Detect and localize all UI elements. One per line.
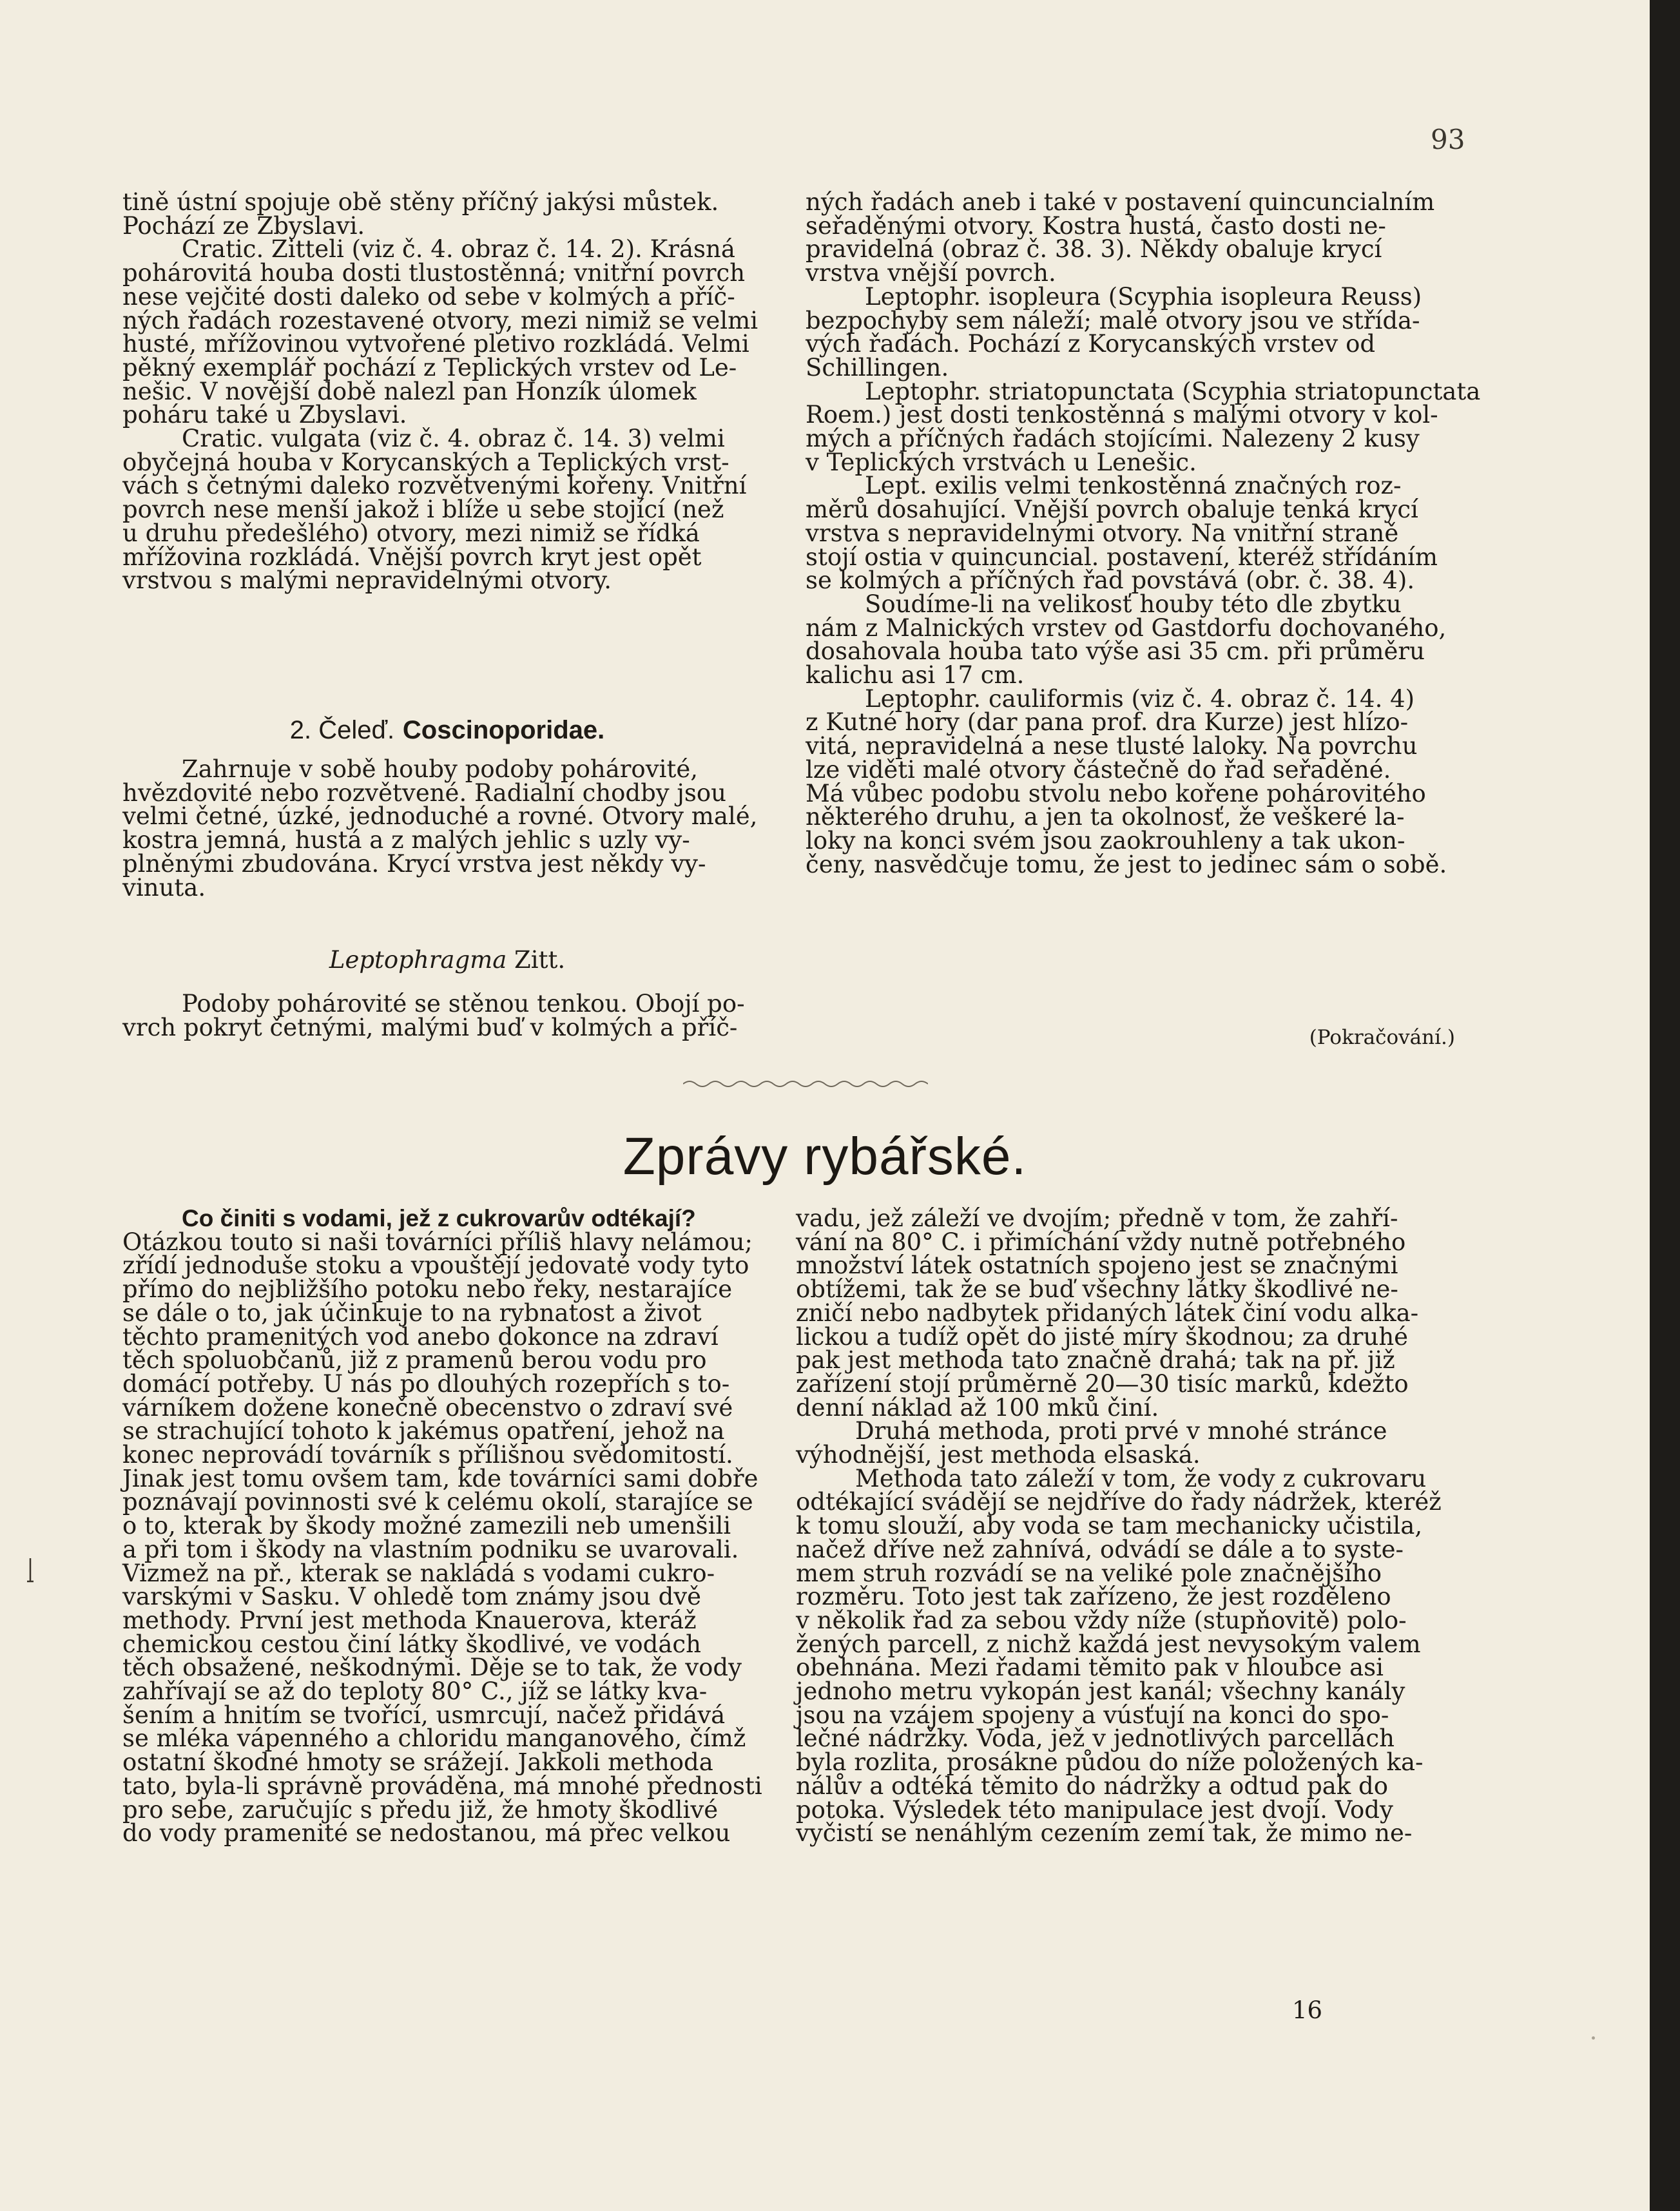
text-line: kalichu asi 17 cm. — [806, 661, 1025, 690]
text-line: Lept. exilis velmi tenkostěnná značných roz- — [865, 472, 1402, 500]
text-line: se mléka vápenného a chloridu manganového, čímž — [122, 1724, 746, 1753]
text-line: pravidelná (obraz č. 38. 3). Někdy obaluje krycí — [806, 235, 1382, 264]
text-line: Schillingen. — [806, 353, 949, 381]
text-line: chemickou cestou činí látky škodlivé, ve vodách — [122, 1630, 701, 1658]
text-line: bezpochyby sem náleží; malé otvory jsou ve střída- — [806, 306, 1420, 334]
text-line: Leptophr. cauliformis (viz č. 4. obraz č. 14. 4) — [865, 684, 1415, 713]
genus-author: Zitt. — [514, 946, 566, 974]
text-line: vání na 80° C. i přimíchání vždy nutně potřebného — [796, 1228, 1406, 1256]
text-line: Pochází ze Zbyslavi. — [122, 211, 365, 240]
text-line: z Kutné hory (dar pana prof. dra Kurze) jest hlízo- — [806, 708, 1409, 737]
text-line: odtékající svádějí se nejdříve do řady nádržek, kteréž — [796, 1488, 1442, 1516]
text-line: mem struh rozvádí se na veliké pole značnějšího — [796, 1559, 1382, 1587]
text-line: zřídí jednoduše stoku a vpouštějí jedovaté vody tyto — [122, 1251, 749, 1280]
text-line: Soudíme-li na velikosť houby této dle zbytku — [865, 590, 1402, 618]
text-line: do vody pramenité se nedostanou, má přec velkou — [122, 1819, 731, 1848]
text-line: husté, mřížovinou vytvořené pletivo rozkládá. Velmi — [122, 330, 749, 358]
text-line: vyčistí se nenáhlým cezením zemí tak, že mimo ne- — [796, 1819, 1413, 1848]
text-line: mých a příčných řadách stojícími. Nalezeny 2 kusy — [806, 425, 1420, 453]
text-line: loky na konci svém jsou zaokrouhleny a tak ukon- — [806, 826, 1405, 854]
text-line: lečné nádržky. Voda, jež v jednotlivých parcellách — [796, 1724, 1395, 1753]
genus-name: Leptophragma — [329, 946, 507, 974]
text-line: se dále o to, jak účinkuje to na rybnatost a život — [122, 1299, 702, 1327]
text-line: Cratic. vulgata (viz č. 4. obraz č. 14. 3) velmi — [182, 425, 725, 453]
text-line: obyčejná houba v Korycanských a Teplických vrst- — [122, 448, 729, 476]
text-line: Má vůbec podobu stvolu nebo kořene pohárovitého — [806, 779, 1426, 807]
text-line: těch spoluobčanů, již z pramenů berou vodu pro — [122, 1346, 707, 1375]
text-line: Leptophr. striatopunctata (Scyphia striatopunctata — [865, 377, 1481, 405]
text-line: varskými v Sasku. V ohledě tom známy jsou dvě — [122, 1583, 702, 1611]
signature-mark: 16 — [1292, 1996, 1323, 2024]
text-line: Roem.) jest dosti tenkostěnná s malými otvory v kol- — [806, 401, 1438, 429]
text-line: pohárovitá houba dosti tlustostěnná; vnitřní povrch — [122, 259, 746, 287]
text-line: poznávají povinnosti své k celému okolí, starajíce se — [122, 1488, 753, 1516]
ornamental-divider — [683, 1077, 928, 1090]
text-line: zahřívají se až do teploty 80° C., jíž se látky kva- — [122, 1677, 708, 1706]
continued-note: (Pokračování.) — [1309, 1026, 1455, 1049]
text-line: Druhá methoda, proti prvé v mnohé stránce — [855, 1417, 1387, 1445]
text-line: ostatní škodné hmoty se srážejí. Jakkoli methoda — [122, 1748, 713, 1777]
paper-speck — [1592, 2036, 1595, 2040]
page-number: 93 — [1431, 124, 1465, 155]
text-line: o to, kterak by škody možné zamezili neb umenšili — [122, 1512, 731, 1540]
text-line: seřaděnými otvory. Kostra hustá, často dosti ne- — [806, 211, 1386, 240]
text-line: domácí potřeby. U nás po dlouhých rozepřích s to- — [122, 1369, 730, 1398]
text-line: některého druhu, a jen ta okolnosť, že veškeré la- — [806, 803, 1405, 831]
text-line: výhodnější, jest methoda elsaská. — [796, 1441, 1201, 1469]
margin-pencil-mark — [26, 1558, 35, 1584]
text-line: rozměru. Toto jest tak zařízeno, že jest rozděleno — [796, 1583, 1391, 1611]
text-line: se kolmých a příčných řad povstává (obr. č. 38. 4). — [806, 566, 1415, 595]
text-line: vadu, jež záleží ve dvojím; předně v tom, že zahří- — [796, 1204, 1398, 1232]
top-right-column — [806, 188, 1481, 878]
text-line: Podoby pohárovité se stěnou tenkou. Obojí po- — [182, 990, 745, 1018]
text-line: Jinak jest tomu ovšem tam, kde továrníci sami dobře — [122, 1464, 758, 1492]
text-line: jsou na vzájem spojeny a vúsťují na konci do spo- — [796, 1701, 1389, 1729]
text-line: Vizmež na př., kterak se nakládá s vodami cukro- — [122, 1559, 715, 1587]
text-line: velmi četné, úzké, jednoduché a rovné. Otvory malé, — [122, 802, 758, 831]
text-line: a při tom i škody na vlastním podniku se uvarovali. — [122, 1535, 739, 1563]
text-line: ných řadách aneb i také v postavení quincuncialním — [806, 188, 1435, 216]
text-line: vrch pokryt četnými, malými buď v kolmých a příč- — [122, 1013, 738, 1041]
text-line: v Teplických vrstvách u Lenešic. — [806, 448, 1197, 476]
family-heading — [122, 715, 772, 745]
text-line: množství látek ostatních spojeno jest se značnými — [796, 1251, 1398, 1280]
genus-heading — [122, 946, 772, 974]
text-line: u druhu předešlého) otvory, mezi nimiž se řídká — [122, 519, 700, 547]
top-left-column — [122, 188, 772, 595]
text-line: lze viděti malé otvory částečně do řad seřaděné. — [806, 755, 1391, 784]
text-line: se strachující tohoto k jakémus opatření, jehož na — [122, 1417, 725, 1445]
text-line: obtížemi, tak že se buď všechny látky škodlivé ne- — [796, 1275, 1398, 1304]
text-line: tině ústní spojuje obě stěny příčný jakýsi můstek. — [122, 188, 719, 216]
text-line: pro sebe, zaručujíc s předu již, že hmoty škodlivé — [122, 1795, 719, 1824]
text-line: methody. První jest methoda Knauerova, kteráž — [122, 1606, 697, 1634]
text-line: konec neprovádí továrník s přílišnou svědomitostí. — [122, 1441, 733, 1469]
text-line: nešic. V novější době nalezl pan Honzík úlomek — [122, 377, 697, 405]
text-line: pěkný exemplář pochází z Teplických vrstev od Le- — [122, 353, 737, 381]
text-line: dosahovala houba tato výše asi 35 cm. při průměru — [806, 637, 1425, 666]
text-line: vitá, nepravidelná a nese tlusté laloky. Na povrchu — [806, 732, 1418, 760]
text-line: přímo do nejbližšího potoku nebo řeky, nestarajíce — [122, 1275, 733, 1304]
text-line: tato, byla-li správně prováděna, má mnohé přednosti — [122, 1772, 762, 1800]
text-line: mřížovina rozkládá. Vnější povrch kryt jest opět — [122, 543, 702, 571]
text-line: stojí ostia v quincuncial. postavení, kteréž střídáním — [806, 543, 1438, 571]
text-line: Otázkou touto si naši továrníci příliš hlavy nelámou; — [122, 1228, 753, 1256]
text-line: šením a hnitím se tvořící, usmrcují, načež přidává — [122, 1701, 726, 1729]
genus-description — [122, 992, 772, 1039]
section-title: Zprávy rybářské. — [623, 1127, 1027, 1186]
text-line: nám z Malnických vrstev od Gastdorfu dochovaného, — [806, 613, 1447, 642]
family-heading-prefix: 2. Čeleď. — [289, 716, 395, 744]
text-line: pak jest methoda tato značně drahá; tak na př. již — [796, 1346, 1395, 1375]
text-line: poháru také u Zbyslavi. — [122, 401, 407, 429]
text-line: jednoho metru vykopán jest kanál; všechny kanály — [796, 1677, 1405, 1706]
text-line: povrch nese menší jakož i blíže u sebe stojící (než — [122, 496, 724, 524]
text-line: várníkem dožene konečně obecenstvo o zdraví své — [122, 1393, 733, 1422]
text-line: denní náklad až 100 mků činí. — [796, 1393, 1159, 1422]
text-line: vrstvou s malými nepravidelnými otvory. — [122, 566, 612, 595]
family-description — [122, 755, 772, 902]
text-line: měrů dosahující. Vnější povrch obaluje tenká krycí — [806, 496, 1418, 524]
bottom-right-column — [796, 1204, 1454, 1848]
text-line: vých řadách. Pochází z Korycanských vrstev od — [806, 330, 1376, 358]
text-line: byla rozlita, prosákne půdou do níže položených ka- — [796, 1748, 1424, 1777]
text-line: načež dříve než zahnívá, odvádí se dále a to syste- — [796, 1535, 1404, 1563]
text-line: kostra jemná, hustá a z malých jehlic s uzly vy- — [122, 826, 690, 854]
text-line: Cratic. Zitteli (viz č. 4. obraz č. 14. 2). Krásná — [182, 235, 735, 264]
text-line: ných řadách rozestavené otvory, mezi nimiž se velmi — [122, 306, 758, 334]
text-line: v několik řad za sebou vždy níže (stupňovitě) polo- — [796, 1606, 1407, 1634]
text-line: Methoda tato záleží v tom, že vody z cukrovaru — [855, 1464, 1427, 1492]
text-line: hvězdovité nebo rozvětvené. Radialní chodby jsou — [122, 778, 726, 807]
text-line: zařízení stojí průměrně 20—30 tisíc marků, kdežto — [796, 1369, 1409, 1398]
article-heading: Co činiti s vodami, jež z cukrovarův odtékají? — [182, 1205, 696, 1231]
family-heading-name: Coscinoporidae. — [402, 716, 605, 744]
text-line: těchto pramenitých vod anebo dokonce na zdraví — [122, 1322, 719, 1351]
text-line: obehnána. Mezi řadami těmito pak v hloubce asi — [796, 1654, 1384, 1682]
text-line: čeny, nasvědčuje tomu, že jest to jedinec sám o sobě. — [806, 850, 1447, 878]
text-line: potoka. Výsledek této manipulace jest dvojí. Vody — [796, 1795, 1393, 1824]
scanner-edge — [1650, 0, 1680, 2211]
text-line: těch obsažené, neškodnými. Děje se to tak, že vody — [122, 1654, 742, 1682]
bottom-left-column — [122, 1207, 772, 1846]
text-line: nese vejčité dosti daleko od sebe v kolmých a příč- — [122, 282, 735, 311]
text-line: zničí nebo nadbytek přidaných látek činí vodu alka- — [796, 1299, 1419, 1327]
text-line: vách s četnými daleko rozvětvenými kořeny. Vnitřní — [122, 472, 747, 500]
text-line: plněnými zbudována. Krycí vrstva jest někdy vy- — [122, 849, 706, 878]
text-line: nálův a odtéká těmito do nádržky a odtud pak do — [796, 1772, 1388, 1800]
text-line: Leptophr. isopleura (Scyphia isopleura Reuss) — [865, 282, 1422, 311]
text-line: vinuta. — [122, 873, 206, 902]
text-line: vrstva s nepravidelnými otvory. Na vnitřní straně — [806, 519, 1399, 547]
text-line: k tomu slouží, aby voda se tam mechanicky učistila, — [796, 1512, 1423, 1540]
text-line: lickou a tudíž opět do jisté míry škodnou; za druhé — [796, 1322, 1409, 1351]
text-line: Zahrnuje v sobě houby podoby pohárovité, — [182, 755, 698, 783]
text-line: žených parcell, z nichž každá jest nevysokým valem — [796, 1630, 1421, 1658]
text-line: vrstva vnější povrch. — [806, 259, 1056, 287]
